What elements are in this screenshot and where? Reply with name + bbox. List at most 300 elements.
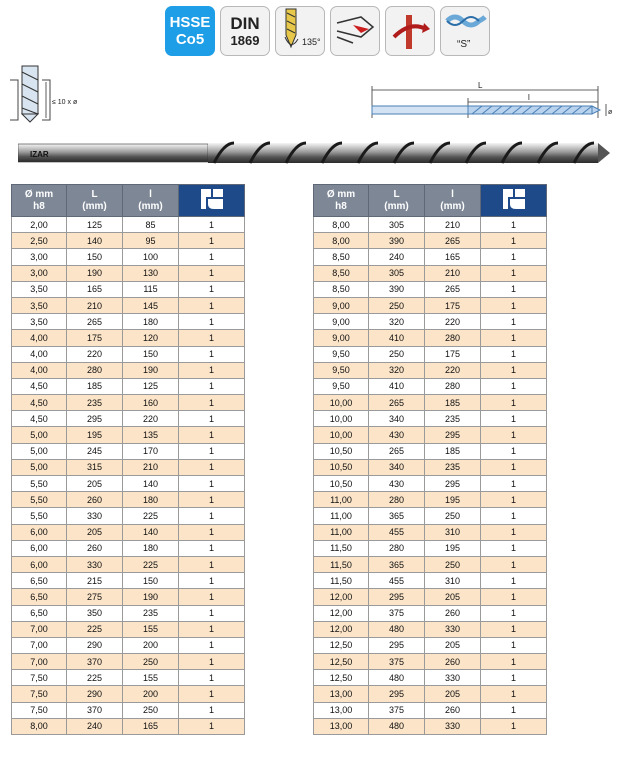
cell-pack-quantity: 1 <box>481 233 547 249</box>
cell-total-length: 410 <box>369 330 425 346</box>
cell-flute-length: 165 <box>425 249 481 265</box>
cell-flute-length: 210 <box>123 459 179 475</box>
cell-pack-quantity: 1 <box>481 314 547 330</box>
cell-diameter: 11,00 <box>314 524 369 540</box>
cell-total-length: 205 <box>67 476 123 492</box>
cell-diameter: 12,00 <box>314 621 369 637</box>
table-row <box>314 492 547 508</box>
cell-diameter: 5,50 <box>12 508 67 524</box>
cell-pack-quantity: 1 <box>179 476 245 492</box>
cell-diameter: 6,00 <box>12 556 67 572</box>
cell-pack-quantity: 1 <box>481 492 547 508</box>
cell-total-length: 455 <box>369 524 425 540</box>
cell-diameter: 8,00 <box>314 233 369 249</box>
cell-pack-quantity: 1 <box>179 443 245 459</box>
cell-pack-quantity: 1 <box>481 346 547 362</box>
cell-diameter: 7,50 <box>12 702 67 718</box>
table-header <box>314 185 547 217</box>
cell-pack-quantity: 1 <box>481 362 547 378</box>
cell-pack-quantity: 1 <box>179 492 245 508</box>
table-row <box>314 605 547 621</box>
cell-total-length: 235 <box>67 395 123 411</box>
cell-flute-length: 205 <box>425 637 481 653</box>
helix-badge <box>385 6 435 56</box>
cell-pack-quantity: 1 <box>179 605 245 621</box>
cell-flute-length: 280 <box>425 330 481 346</box>
cell-diameter: 4,50 <box>12 378 67 394</box>
table-row <box>12 395 245 411</box>
cell-pack-quantity: 1 <box>481 443 547 459</box>
cell-pack-quantity: 1 <box>481 718 547 734</box>
cell-pack-quantity: 1 <box>481 654 547 670</box>
cell-pack-quantity: 1 <box>481 249 547 265</box>
cell-pack-quantity: 1 <box>179 281 245 297</box>
table-row <box>12 314 245 330</box>
cell-pack-quantity: 1 <box>481 476 547 492</box>
table-row <box>12 476 245 492</box>
cell-flute-length: 195 <box>425 492 481 508</box>
cell-diameter: 11,00 <box>314 508 369 524</box>
table-row <box>12 427 245 443</box>
table-row <box>314 718 547 734</box>
cell-total-length: 295 <box>369 637 425 653</box>
cell-flute-length: 250 <box>425 556 481 572</box>
cell-flute-length: 180 <box>123 492 179 508</box>
table-row <box>12 297 245 313</box>
cell-total-length: 305 <box>369 217 425 233</box>
cell-pack-quantity: 1 <box>179 702 245 718</box>
cell-diameter: 4,00 <box>12 362 67 378</box>
cell-diameter: 12,50 <box>314 654 369 670</box>
cell-flute-length: 150 <box>123 346 179 362</box>
cell-flute-length: 260 <box>425 702 481 718</box>
cell-total-length: 185 <box>67 378 123 394</box>
depth-diagram <box>8 62 88 124</box>
cell-flute-length: 250 <box>123 654 179 670</box>
cell-flute-length: 190 <box>123 589 179 605</box>
cell-diameter: 6,00 <box>12 524 67 540</box>
cell-pack-quantity: 1 <box>179 670 245 686</box>
cell-diameter: 13,00 <box>314 702 369 718</box>
cell-flute-length: 260 <box>425 654 481 670</box>
cell-diameter: 10,00 <box>314 427 369 443</box>
cell-total-length: 350 <box>67 605 123 621</box>
cell-pack-quantity: 1 <box>481 217 547 233</box>
cell-pack-quantity: 1 <box>481 427 547 443</box>
cell-pack-quantity: 1 <box>481 459 547 475</box>
cell-diameter: 10,50 <box>314 459 369 475</box>
standard-badge <box>220 6 270 56</box>
cell-flute-length: 145 <box>123 297 179 313</box>
table-row <box>12 686 245 702</box>
cell-pack-quantity: 1 <box>481 637 547 653</box>
cell-pack-quantity: 1 <box>179 346 245 362</box>
cell-flute-length: 175 <box>425 297 481 313</box>
table-row <box>12 637 245 653</box>
cell-diameter: 11,00 <box>314 492 369 508</box>
cell-pack-quantity: 1 <box>179 621 245 637</box>
cell-flute-length: 120 <box>123 330 179 346</box>
cutting-edge-icon <box>331 7 379 55</box>
table-row <box>314 233 547 249</box>
table-row <box>314 573 547 589</box>
cell-pack-quantity: 1 <box>179 589 245 605</box>
cell-diameter: 5,50 <box>12 476 67 492</box>
cell-pack-quantity: 1 <box>179 233 245 249</box>
table-row <box>314 540 547 556</box>
cell-pack-quantity: 1 <box>179 573 245 589</box>
cell-total-length: 370 <box>67 702 123 718</box>
cell-total-length: 260 <box>67 492 123 508</box>
cell-pack-quantity: 1 <box>481 524 547 540</box>
spec-table-right <box>313 184 547 735</box>
cell-flute-length: 225 <box>123 508 179 524</box>
cell-pack-quantity: 1 <box>481 411 547 427</box>
table-row <box>314 459 547 475</box>
cell-pack-quantity: 1 <box>481 281 547 297</box>
cell-flute-length: 310 <box>425 573 481 589</box>
cell-pack-quantity: 1 <box>179 330 245 346</box>
table-row <box>314 411 547 427</box>
table-row <box>12 654 245 670</box>
cell-pack-quantity: 1 <box>179 249 245 265</box>
table-row <box>12 670 245 686</box>
cell-pack-quantity: 1 <box>179 265 245 281</box>
table-row <box>12 524 245 540</box>
material-badge <box>165 6 215 56</box>
cell-diameter: 7,50 <box>12 670 67 686</box>
table-row <box>12 540 245 556</box>
table-row <box>12 621 245 637</box>
cell-diameter: 8,50 <box>314 265 369 281</box>
cell-diameter: 10,50 <box>314 476 369 492</box>
cell-diameter: 5,00 <box>12 443 67 459</box>
cell-diameter: 12,50 <box>314 670 369 686</box>
cell-pack-quantity: 1 <box>481 621 547 637</box>
cell-diameter: 4,50 <box>12 395 67 411</box>
cell-flute-length: 205 <box>425 589 481 605</box>
cell-pack-quantity: 1 <box>179 654 245 670</box>
cell-total-length: 265 <box>67 314 123 330</box>
cell-total-length: 245 <box>67 443 123 459</box>
cell-pack-quantity: 1 <box>179 314 245 330</box>
cell-total-length: 390 <box>369 233 425 249</box>
cell-flute-length: 140 <box>123 524 179 540</box>
cell-flute-length: 150 <box>123 573 179 589</box>
cell-diameter: 6,50 <box>12 605 67 621</box>
table-row <box>314 265 547 281</box>
header-diameter: Ø mm h8 <box>314 185 369 217</box>
cell-total-length: 140 <box>67 233 123 249</box>
table-row <box>314 443 547 459</box>
table-row <box>314 427 547 443</box>
cell-pack-quantity: 1 <box>481 589 547 605</box>
cell-total-length: 430 <box>369 476 425 492</box>
cell-total-length: 265 <box>369 395 425 411</box>
table-row <box>12 718 245 734</box>
cell-diameter: 6,00 <box>12 540 67 556</box>
cell-diameter: 5,50 <box>12 492 67 508</box>
drill-bit-image <box>18 140 610 170</box>
cell-pack-quantity: 1 <box>481 605 547 621</box>
cell-total-length: 375 <box>369 702 425 718</box>
cell-total-length: 455 <box>369 573 425 589</box>
cell-flute-length: 200 <box>123 686 179 702</box>
table-row <box>314 330 547 346</box>
cell-diameter: 6,50 <box>12 573 67 589</box>
table-row <box>12 443 245 459</box>
cell-pack-quantity: 1 <box>179 395 245 411</box>
cell-diameter: 9,50 <box>314 378 369 394</box>
cell-pack-quantity: 1 <box>179 524 245 540</box>
spec-table-left <box>11 184 245 735</box>
table-row <box>12 556 245 572</box>
cell-total-length: 225 <box>67 670 123 686</box>
cell-total-length: 290 <box>67 686 123 702</box>
cell-flute-length: 235 <box>123 605 179 621</box>
cell-diameter: 13,00 <box>314 718 369 734</box>
cell-pack-quantity: 1 <box>481 702 547 718</box>
cell-diameter: 7,00 <box>12 654 67 670</box>
cell-diameter: 10,00 <box>314 395 369 411</box>
table-row <box>314 395 547 411</box>
cell-diameter: 11,50 <box>314 573 369 589</box>
table-row <box>314 297 547 313</box>
cell-total-length: 340 <box>369 411 425 427</box>
table-row <box>314 217 547 233</box>
header-pack-quantity <box>481 185 547 217</box>
flute-label: l <box>528 93 530 102</box>
cell-total-length: 330 <box>67 556 123 572</box>
table-row <box>12 233 245 249</box>
material-line2: Co5 <box>175 31 205 48</box>
cell-total-length: 410 <box>369 378 425 394</box>
table-row <box>314 654 547 670</box>
cell-pack-quantity: 1 <box>481 573 547 589</box>
cell-diameter: 9,00 <box>314 314 369 330</box>
cell-diameter: 8,50 <box>314 249 369 265</box>
cell-pack-quantity: 1 <box>179 411 245 427</box>
cell-total-length: 175 <box>67 330 123 346</box>
table-row <box>314 637 547 653</box>
table-row <box>12 508 245 524</box>
cell-diameter: 7,00 <box>12 637 67 653</box>
helix-rotation-icon <box>386 7 434 55</box>
table-row <box>314 556 547 572</box>
table-row <box>314 621 547 637</box>
cell-total-length: 340 <box>369 459 425 475</box>
cell-flute-length: 265 <box>425 281 481 297</box>
table-row <box>314 362 547 378</box>
cell-pack-quantity: 1 <box>481 378 547 394</box>
cell-flute-length: 165 <box>123 718 179 734</box>
depth-label: ≤ 10 x ø <box>52 99 78 106</box>
cell-total-length: 295 <box>369 686 425 702</box>
dia-label: ø <box>608 109 613 116</box>
cell-total-length: 430 <box>369 427 425 443</box>
table-row <box>314 249 547 265</box>
dimension-diagram <box>368 80 618 130</box>
cell-flute-length: 180 <box>123 314 179 330</box>
cell-flute-length: 175 <box>425 346 481 362</box>
cell-total-length: 265 <box>369 443 425 459</box>
table-row <box>12 281 245 297</box>
cell-diameter: 8,00 <box>314 217 369 233</box>
cell-total-length: 280 <box>369 540 425 556</box>
cell-flute-length: 200 <box>123 637 179 653</box>
brand-label: IZAR <box>30 150 49 159</box>
table-row <box>12 411 245 427</box>
cell-total-length: 195 <box>67 427 123 443</box>
cell-flute-length: 210 <box>425 265 481 281</box>
cell-pack-quantity: 1 <box>481 330 547 346</box>
cell-flute-length: 180 <box>123 540 179 556</box>
cell-diameter: 10,50 <box>314 443 369 459</box>
cell-pack-quantity: 1 <box>179 637 245 653</box>
cell-flute-length: 235 <box>425 411 481 427</box>
cell-diameter: 5,00 <box>12 459 67 475</box>
cell-flute-length: 220 <box>123 411 179 427</box>
cell-pack-quantity: 1 <box>481 508 547 524</box>
table-row <box>314 346 547 362</box>
cell-flute-length: 310 <box>425 524 481 540</box>
table-row <box>12 605 245 621</box>
badge-row <box>165 6 490 56</box>
cell-total-length: 480 <box>369 670 425 686</box>
cell-total-length: 390 <box>369 281 425 297</box>
cell-total-length: 320 <box>369 314 425 330</box>
cell-diameter: 7,00 <box>12 621 67 637</box>
cell-flute-length: 280 <box>425 378 481 394</box>
cell-flute-length: 225 <box>123 556 179 572</box>
box-quantity-icon <box>198 186 226 212</box>
header-total-length: L (mm) <box>67 185 123 217</box>
cell-total-length: 295 <box>67 411 123 427</box>
cell-diameter: 11,50 <box>314 556 369 572</box>
cell-total-length: 275 <box>67 589 123 605</box>
cell-flute-length: 210 <box>425 217 481 233</box>
cell-total-length: 165 <box>67 281 123 297</box>
table-row <box>314 686 547 702</box>
cell-pack-quantity: 1 <box>481 265 547 281</box>
cell-flute-length: 155 <box>123 621 179 637</box>
cell-pack-quantity: 1 <box>481 297 547 313</box>
cell-flute-length: 265 <box>425 233 481 249</box>
cell-total-length: 480 <box>369 621 425 637</box>
cell-total-length: 250 <box>369 346 425 362</box>
cell-flute-length: 190 <box>123 362 179 378</box>
type-badge <box>440 6 490 56</box>
table-row <box>314 670 547 686</box>
cell-total-length: 330 <box>67 508 123 524</box>
box-quantity-icon <box>500 186 528 212</box>
cell-flute-length: 260 <box>425 605 481 621</box>
table-row <box>314 314 547 330</box>
table-header <box>12 185 245 217</box>
cell-diameter: 8,00 <box>12 718 67 734</box>
table-row <box>12 265 245 281</box>
cell-total-length: 315 <box>67 459 123 475</box>
cell-diameter: 8,50 <box>314 281 369 297</box>
table-row <box>12 459 245 475</box>
cell-pack-quantity: 1 <box>179 459 245 475</box>
twist-type-icon <box>441 7 489 55</box>
cell-pack-quantity: 1 <box>179 540 245 556</box>
cell-flute-length: 250 <box>123 702 179 718</box>
type-label: “S” <box>457 39 471 50</box>
length-label: L <box>478 81 483 90</box>
cell-diameter: 5,00 <box>12 427 67 443</box>
cell-flute-length: 250 <box>425 508 481 524</box>
cell-pack-quantity: 1 <box>179 362 245 378</box>
cell-diameter: 13,00 <box>314 686 369 702</box>
cell-diameter: 11,50 <box>314 540 369 556</box>
cell-pack-quantity: 1 <box>179 686 245 702</box>
cell-diameter: 9,50 <box>314 346 369 362</box>
cutting-edge-badge <box>330 6 380 56</box>
cell-total-length: 225 <box>67 621 123 637</box>
cell-flute-length: 220 <box>425 314 481 330</box>
cell-total-length: 305 <box>369 265 425 281</box>
cell-total-length: 210 <box>67 297 123 313</box>
cell-total-length: 280 <box>67 362 123 378</box>
cell-flute-length: 160 <box>123 395 179 411</box>
cell-pack-quantity: 1 <box>179 508 245 524</box>
cell-diameter: 4,00 <box>12 346 67 362</box>
cell-pack-quantity: 1 <box>179 297 245 313</box>
cell-total-length: 375 <box>369 605 425 621</box>
table-row <box>12 378 245 394</box>
table-row <box>314 524 547 540</box>
table-row <box>12 589 245 605</box>
cell-diameter: 7,50 <box>12 686 67 702</box>
cell-total-length: 260 <box>67 540 123 556</box>
cell-flute-length: 330 <box>425 670 481 686</box>
cell-flute-length: 295 <box>425 427 481 443</box>
cell-diameter: 10,00 <box>314 411 369 427</box>
cell-pack-quantity: 1 <box>481 556 547 572</box>
table-row <box>314 378 547 394</box>
cell-diameter: 2,00 <box>12 217 67 233</box>
cell-flute-length: 135 <box>123 427 179 443</box>
cell-total-length: 125 <box>67 217 123 233</box>
cell-pack-quantity: 1 <box>481 670 547 686</box>
cell-pack-quantity: 1 <box>179 556 245 572</box>
cell-flute-length: 130 <box>123 265 179 281</box>
cell-total-length: 150 <box>67 249 123 265</box>
cell-pack-quantity: 1 <box>481 686 547 702</box>
header-diameter: Ø mm h8 <box>12 185 67 217</box>
cell-diameter: 2,50 <box>12 233 67 249</box>
cell-total-length: 280 <box>369 492 425 508</box>
cell-total-length: 375 <box>369 654 425 670</box>
cell-diameter: 3,50 <box>12 314 67 330</box>
cell-total-length: 215 <box>67 573 123 589</box>
table-row <box>314 476 547 492</box>
cell-pack-quantity: 1 <box>179 718 245 734</box>
cell-total-length: 320 <box>369 362 425 378</box>
header-total-length: L (mm) <box>369 185 425 217</box>
cell-diameter: 9,00 <box>314 297 369 313</box>
table-row <box>12 702 245 718</box>
cell-total-length: 370 <box>67 654 123 670</box>
cell-pack-quantity: 1 <box>179 378 245 394</box>
cell-diameter: 9,00 <box>314 330 369 346</box>
cell-total-length: 240 <box>67 718 123 734</box>
cell-pack-quantity: 1 <box>179 427 245 443</box>
cell-flute-length: 235 <box>425 459 481 475</box>
cell-diameter: 9,50 <box>314 362 369 378</box>
